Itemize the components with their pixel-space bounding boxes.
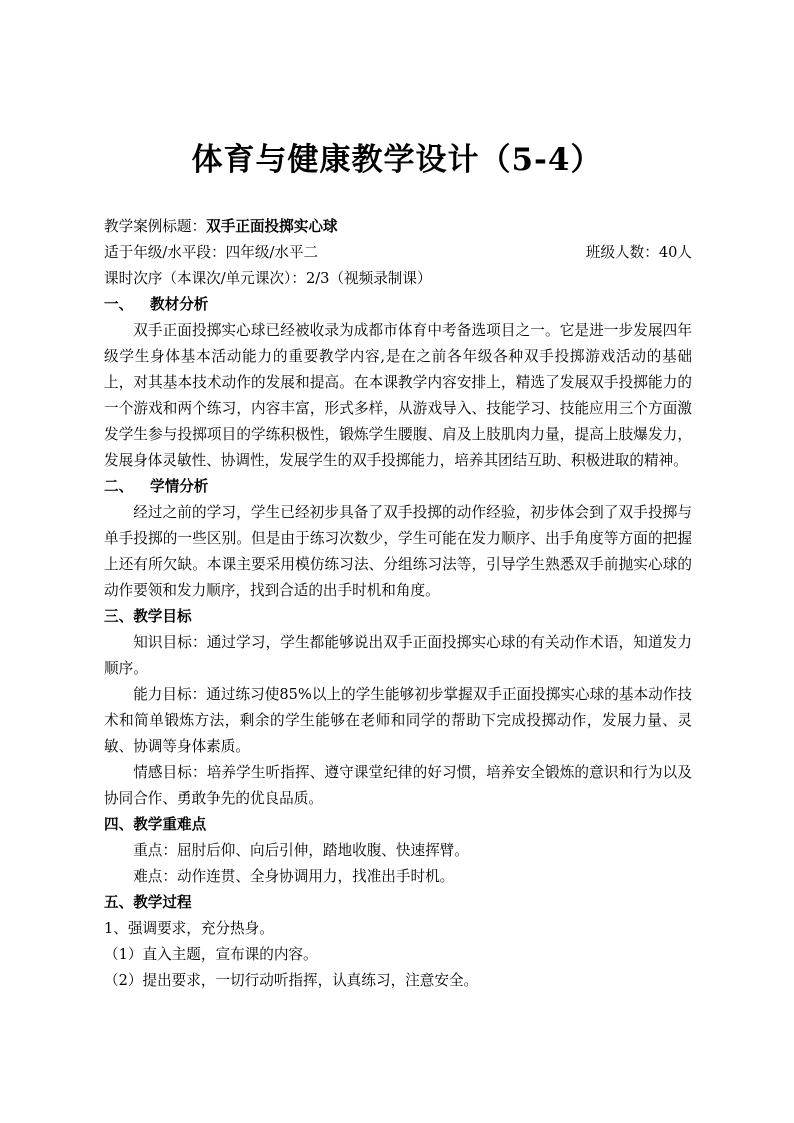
section-number: 二、 (104, 478, 134, 495)
class-size-field (586, 240, 692, 266)
knowledge-objective: 知识目标：通过学习，学生都能够说出双手正面投掷实心球的有关动作术语，知道发力顺序。 (104, 634, 692, 677)
section-heading-material-analysis (104, 292, 692, 318)
case-title-row (104, 214, 692, 240)
grade-field (104, 240, 318, 266)
section-heading-key-difficulties: 四、教学重难点 (104, 816, 207, 833)
difficulty-point: 难点：动作连贯、全身协调用力，找准出手时机。 (133, 868, 455, 885)
section-title: 学情分析 (150, 478, 209, 495)
grade-row (104, 240, 692, 266)
document-body (104, 214, 692, 994)
session-row (104, 266, 692, 292)
class-size-label: 班级人数： (585, 244, 659, 261)
case-title-label: 教学案例标题： (104, 218, 207, 235)
key-point: 重点：屈肘后仰、向后引伸，踏地收腹、快速挥臂。 (133, 842, 469, 859)
process-item-2: （2）提出要求，一切行动听指挥，认真练习，注意安全。 (104, 972, 479, 989)
grade-label: 适于年级/水平段： (104, 244, 226, 261)
student-analysis-paragraph: 经过之前的学习，学生已经初步具备了双手投掷的动作经验，初步体会到了双手投掷与单手投掷的一些区别。但是由于练习次数少，学生可能在发力顺序、出手角度等方面的把握上还有所欠缺。本课主要采用模仿练习法、分组练习法等，引导学生熟悉双手前抛实心球的动作要领和发力顺序，找到合适的出手时机和角度。 (104, 504, 692, 599)
process-step-1: 1、强调要求，充分热身。 (104, 920, 274, 937)
section-number: 一、 (104, 296, 134, 313)
session-value: 2/3（视频录制课） (305, 270, 432, 287)
section-heading-teaching-process: 五、教学过程 (104, 894, 192, 911)
document-title: 体育与健康教学设计（5-4） (191, 142, 603, 178)
session-label: 课时次序（本课次/单元课次）： (104, 270, 306, 287)
case-title-value: 双手正面投掷实心球 (206, 218, 338, 235)
process-item-1: （1）直入主题，宣布课的内容。 (104, 946, 318, 963)
section-title: 教材分析 (150, 296, 209, 313)
ability-objective: 能力目标：通过练习使85%以上的学生能够初步掌握双手正面投掷实心球的基本动作技术和简单锻炼方法，剩余的学生能够在老师和同学的帮助下完成投掷动作，发展力量、灵敏、协调等身体素质。 (104, 686, 692, 755)
emotion-objective: 情感目标：培养学生听指挥、遵守课堂纪律的好习惯，培养安全锻炼的意识和行为以及协同合作、勇敢争先的优良品质。 (104, 764, 692, 807)
class-size-value: 40人 (658, 244, 692, 261)
grade-value: 四年级/水平二 (225, 244, 319, 261)
section-heading-student-analysis (104, 474, 692, 500)
material-analysis-paragraph: 双手正面投掷实心球已经被收录为成都市体育中考备选项目之一。它是进一步发展四年级学生身体基本活动能力的重要教学内容,是在之前各年级各种双手投掷游戏活动的基础上，对其基本技术动作的发展和提高。在本课教学内容安排上，精选了发展双手投掷能力的一个游戏和两个练习，内容丰富，形式多样，从游戏导入、技能学习、技能应用三个方面激发学生参与投掷项目的学练积极性，锻炼学生腰腹、肩及上肢肌肉力量，提高上肢爆发力，发展身体灵敏性、协调性，发展学生的双手投掷能力，培养其团结互助、积极进取的精神。 (104, 322, 692, 469)
section-heading-teaching-objectives: 三、教学目标 (104, 608, 192, 625)
